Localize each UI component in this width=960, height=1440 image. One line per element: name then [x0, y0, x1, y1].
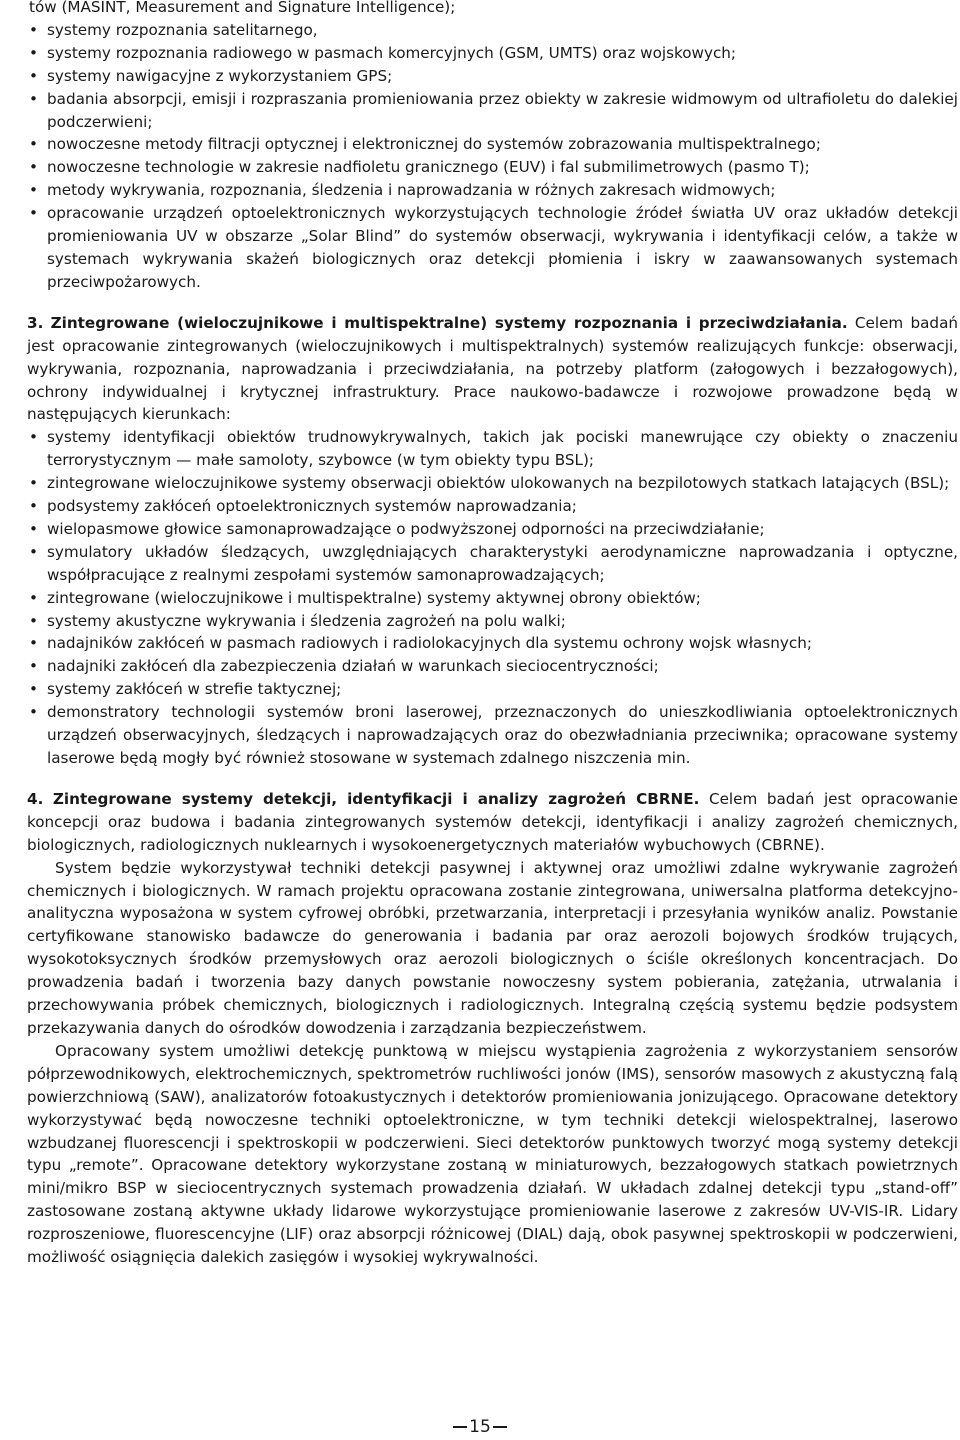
section-3-body: Celem badań jest opracowanie zintegrowanych (wieloczujnikowych i multispektralnych) systemów realizujących funkcje: obserwacji, wykrywania, rozpoznania, naprowadzania i przeciwdziałania, na potrzeby platform (załogowych i bezzałogowych), ochrony indywidualnej i krytycznej infrastruktury. Prace naukowo-badawcze i rozwojowe prowadzone będą w następujących kierunkach:	[27, 313, 959, 424]
list-item: • nadajników zakłóceń w pasmach radiowych i radiolokacyjnych dla systemu ochrony wojsk własnych;	[27, 632, 958, 655]
bullet-icon: •	[29, 703, 38, 722]
bullet-icon: •	[29, 519, 38, 538]
list-item: • systemy zakłóceń w strefie taktycznej;	[27, 678, 958, 701]
document-page	[27, 0, 958, 1269]
section-4-heading: Zintegrowane systemy detekcji, identyfikacji i analizy zagrożeń CBRNE.	[52, 789, 700, 808]
list-item: • badania absorpcji, emisji i rozpraszania promieniowania przez obiekty w zakresie widmowym od ultrafioletu do dalekiej podczerwieni;	[29, 89, 958, 131]
list-item: • nowoczesne metody filtracji optycznej i elektronicznej do systemów zobrazowania multispektralnego;	[27, 133, 958, 156]
bullet-icon: •	[29, 428, 38, 447]
list-item: • demonstratory technologii systemów broni laserowej, przeznaczonych do unieszkodliwiania optoelektronicznych urządzeń obserwacyjnych, śledzących i naprowadzających oraz do obezwładniania przeciwnika; opracowane systemy laserowe będą mogły być również stosowane w systemach zdalnego niszczenia min.	[29, 703, 958, 767]
list-item: • nadajniki zakłóceń dla zabezpieczenia działań w warunkach sieciocentryczności;	[27, 655, 958, 678]
list-item: tów (MASINT, Measurement and Signature Intelligence);	[29, 0, 456, 16]
list-item: • systemy identyfikacji obiektów trudnowykrywalnych, takich jak pociski manewrujące czy obiekty o znaczeniu terrorystycznym — małe samoloty, szybowce (w tym obiekty typu BSL);	[29, 428, 958, 470]
section-4-body: Celem badań jest opracowanie koncepcji oraz budowa i badania zintegrowanych systemów detekcji, identyfikacji i analizy zagrożeń chemicznych, biologicznych, radiologicznych nuklearnych i wysokoenergetycznych materiałów wybuchowych (CBRNE).	[27, 789, 958, 854]
bullet-icon: •	[29, 634, 38, 653]
section-3-number: 3.	[27, 313, 44, 332]
bullet-list-top	[27, 0, 958, 294]
list-item: • zintegrowane (wieloczujnikowe i multispektralne) systemy aktywnej obrony obiektów;	[27, 587, 958, 610]
section-3-heading: Zintegrowane (wieloczujnikowe i multispektralne) systemy rozpoznania i przeciwdziałania.	[50, 313, 848, 332]
list-item: • systemy akustyczne wykrywania i śledzenia zagrożeń na polu walki;	[27, 610, 958, 633]
list-item: • systemy rozpoznania satelitarnego,	[27, 19, 958, 42]
list-item: • nowoczesne technologie w zakresie nadfioletu granicznego (EUV) i fal submilimetrowych (pasmo T);	[27, 156, 958, 179]
bullet-icon: •	[29, 611, 38, 630]
bullet-icon: •	[29, 474, 38, 493]
bullet-list-section-3	[27, 426, 958, 770]
bullet-icon: •	[29, 20, 38, 39]
paragraph: System będzie wykorzystywał techniki detekcji pasywnej i aktywnej oraz umożliwi zdalne wykrywanie zagrożeń chemicznych i biologicznych. W ramach projektu opracowana zostanie zintegrowana, uniwersalna platforma detekcyjno-analityczna wyposażona w system cyfrowej obróbki, przetwarzania, interpretacji i przesyłania wyników analiz. Powstanie certyfikowane stanowisko badawcze do generowania i badania par oraz aerozoli bojowych środków trujących, wysokotoksycznych środków przemysłowych oraz aerozoli biologicznych o ściśle określonych koncentracjach. Do prowadzenia badań i tworzenia bazy danych powstanie nowoczesny system pobierania, zatężania, utrwalania i przechowywania próbek chemicznych, biologicznych i radiologicznych. Integralną częścią systemu będzie podsystem przekazywania danych do ośrodków dowodzenia i zarządzania bezpieczeństwem.	[27, 858, 958, 1037]
bullet-icon: •	[29, 66, 38, 85]
bullet-icon: •	[29, 181, 38, 200]
bullet-icon: •	[29, 657, 38, 676]
page-number: 15	[469, 1417, 491, 1437]
bullet-icon: •	[29, 680, 38, 699]
section-3	[27, 312, 958, 427]
paragraph: Opracowany system umożliwi detekcję punktową w miejscu wystąpienia zagrożenia z wykorzystaniem sensorów półprzewodnikowych, elektrochemicznych, spektrometrów ruchliwości jonów (IMS), sensorów masowych z akustyczną falą powierzchniową (SAW), analizatorów fotoakustycznych i detektorów promieniowania jonizującego. Opracowane detektory wykorzystywać będą nowoczesne techniki optoelektroniczne, w tym techniki detekcji wielospektralnej, laserowo wzbudzanej fluorescencji i spektroskopii w podczerwieni. Sieci detektorów punktowych tworzyć mogą systemy detekcji typu „remote”. Opracowane detektory wykorzystane zostaną w miniaturowych, bezzałogowych statkach powietrznych mini/mikro BSP w sieciocentrycznych systemach prowadzenia działań. W układach zdalnej detekcji typu „stand-off” zastosowane zostaną aktywne układy lidarowe wykorzystujące promieniowanie laserowe z zakresów UV-VIS-IR. Lidary rozproszeniowe, fluorescencyjne (LIF) oraz absorpcji różnicowej (DIAL) dają, obok pasywnej spektroskopii w podczerwieni, możliwość osiągnięcia dalekich zasięgów i wysokiej wykrywalności.	[27, 1041, 958, 1267]
list-item: • symulatory układów śledzących, uwzględniających charakterystyki aerodynamiczne naprowadzania i optyczne, współpracujące z realnymi zespołami systemów samonaprowadzających;	[29, 542, 958, 584]
dash-icon	[453, 1426, 467, 1428]
bullet-icon: •	[29, 588, 38, 607]
list-item: • opracowanie urządzeń optoelektronicznych wykorzystujących technologie źródeł światła UV oraz układów detekcji promieniowania UV w obszarze „Solar Blind” do systemów obserwacji, wykrywania i identyfikacji celów, a także w systemach wykrywania skażeń biologicznych oraz detekcji płomienia i iskry w zaawansowanych systemach przeciwpożarowych.	[29, 204, 958, 291]
bullet-icon: •	[29, 135, 38, 154]
list-item: • systemy rozpoznania radiowego w pasmach komercyjnych (GSM, UMTS) oraz wojskowych;	[27, 42, 958, 65]
list-item: • podsystemy zakłóceń optoelektronicznych systemów naprowadzania;	[27, 495, 958, 518]
list-item: • zintegrowane wieloczujnikowe systemy obserwacji obiektów ulokowanych na bezpilotowych statkach latających (BSL);	[27, 472, 958, 495]
list-item: • systemy nawigacyjne z wykorzystaniem GPS;	[27, 65, 958, 88]
page-footer	[0, 1417, 960, 1437]
list-item: • metody wykrywania, rozpoznania, śledzenia i naprowadzania w różnych zakresach widmowych;	[27, 179, 958, 202]
bullet-icon: •	[29, 204, 38, 223]
bullet-icon: •	[29, 89, 38, 108]
list-item: • wielopasmowe głowice samonaprowadzające o podwyższonej odporności na przeciwdziałanie;	[27, 518, 958, 541]
bullet-icon: •	[29, 497, 38, 516]
bullet-icon: •	[29, 43, 38, 62]
bullet-icon: •	[29, 542, 38, 561]
bullet-icon: •	[29, 158, 38, 177]
section-4-number: 4.	[27, 789, 44, 808]
section-4	[27, 788, 958, 857]
dash-icon	[493, 1426, 507, 1428]
